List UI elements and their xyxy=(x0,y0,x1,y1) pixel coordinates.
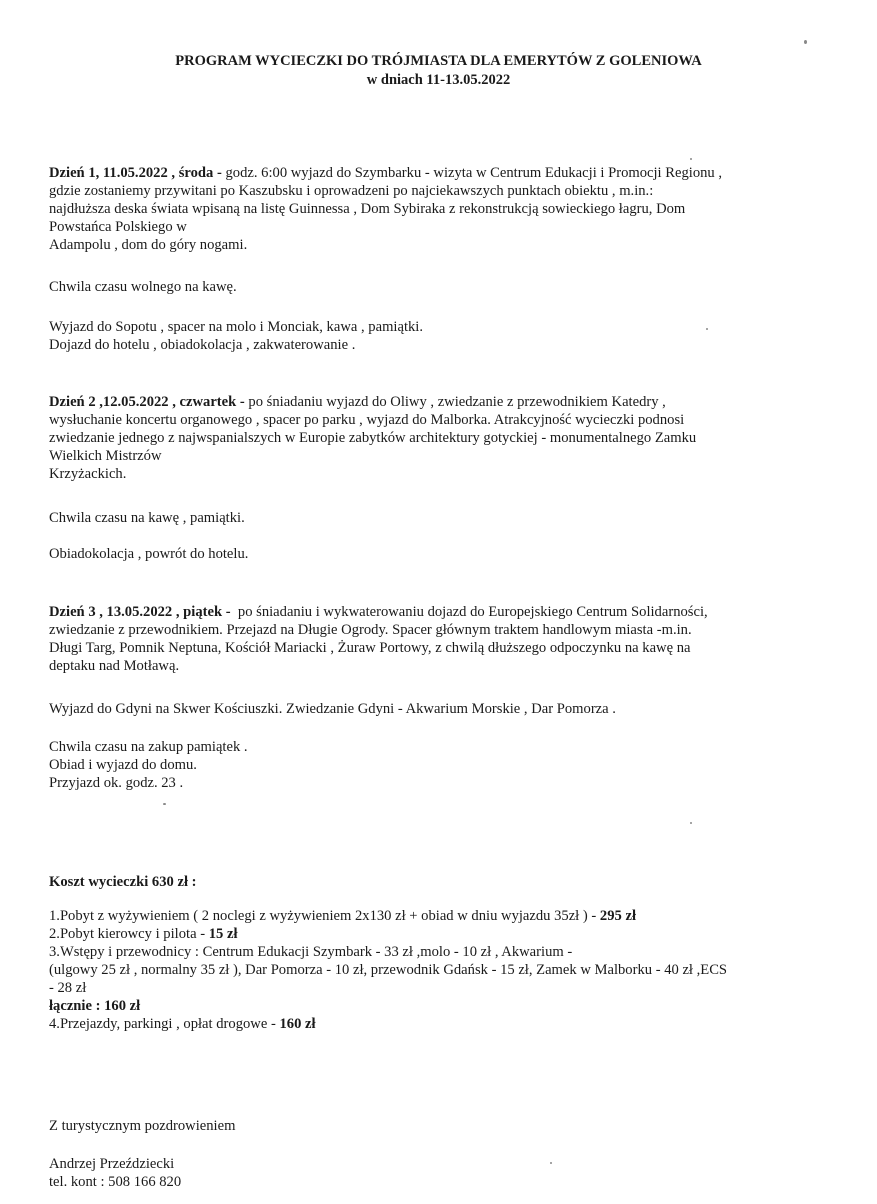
cost-item-2 xyxy=(49,925,839,943)
day2-line-1 xyxy=(49,393,839,411)
cost-item-4 xyxy=(49,1015,839,1033)
day2-line-5: Krzyżackich. xyxy=(49,466,127,482)
cost-item-1-text: 1.Pobyt z wyżywieniem ( 2 noclegi z wyżywieniem 2x130 zł + obiad w dniu wyjazdu 35zł ) - xyxy=(49,908,597,924)
day2-text-1: po śniadaniu wyjazd do Oliwy , zwiedzanie z przewodnikiem Katedry , xyxy=(248,394,666,410)
day1-line-5: Adampolu , dom do góry nogami. xyxy=(49,237,248,253)
signature-greeting: Z turystycznym pozdrowieniem xyxy=(49,1118,236,1134)
day3-line-3: Długi Targ, Pomnik Neptuna, Kościół Mariacki , Żuraw Portowy, z chwilą dłuższego odpoczynku na kawę na xyxy=(49,640,691,656)
signature-block xyxy=(49,1155,839,1191)
day2-heading: Dzień 2 ,12.05.2022 , czwartek - xyxy=(49,394,245,410)
day2-section xyxy=(49,393,839,483)
day3-line-2: zwiedzanie z przewodnikiem. Przejazd na Długie Ogrody. Spacer głównym traktem handlowym miasta -m.in. xyxy=(49,622,692,638)
cost-item-1-amount: 295 zł xyxy=(599,908,636,924)
day2-line-2: wysłuchanie koncertu organowego , spacer po parku , wyjazd do Malborka. Atrakcyjność wycieczki podnosi xyxy=(49,412,685,428)
cost-item-3-total xyxy=(49,997,839,1015)
cost-item-3-line-1: 3.Wstępy i przewodnicy : Centrum Edukacji Szymbark - 33 zł ,molo - 10 zł , Akwarium - xyxy=(49,944,573,960)
scan-speck xyxy=(804,40,807,44)
day3-line-1 xyxy=(49,603,839,621)
day3-final-line-3: Przyjazd ok. godz. 23 . xyxy=(49,775,184,791)
document-dates: w dniach 11-13.05.2022 xyxy=(366,72,511,88)
day1-afternoon-line-2: Dojazd do hotelu , obiadokolacja , zakwaterowanie . xyxy=(49,337,356,353)
day3-final xyxy=(49,738,839,792)
cost-item-3-line-3: - 28 zł xyxy=(49,980,87,996)
document-title: PROGRAM WYCIECZKI DO TRÓJMIASTA DLA EMERYTÓW Z GOLENIOWA xyxy=(175,53,702,69)
day3-text-1: po śniadaniu i wykwaterowaniu dojazd do Europejskiego Centrum Solidarności, xyxy=(237,604,708,620)
day2-line-4: Wielkich Mistrzów xyxy=(49,448,162,464)
day2-evening: Obiadokolacja , powrót do hotelu. xyxy=(49,546,249,562)
day3-final-line-2: Obiad i wyjazd do domu. xyxy=(49,757,197,773)
day2-break: Chwila czasu na kawę , pamiątki. xyxy=(49,510,245,526)
cost-item-4-amount: 160 zł xyxy=(279,1016,316,1032)
day1-line-4: Powstańca Polskiego w xyxy=(49,219,187,235)
day3-line-4: deptaku nad Motławą. xyxy=(49,658,180,674)
scan-speck xyxy=(550,1162,552,1164)
day1-afternoon xyxy=(49,318,839,354)
cost-heading xyxy=(49,873,839,891)
cost-item-4-text: 4.Przejazdy, parkingi , opłat drogowe - xyxy=(49,1016,276,1032)
day3-heading: Dzień 3 , 13.05.2022 , piątek - xyxy=(49,604,231,620)
signature-name: Andrzej Przeździecki xyxy=(49,1156,175,1172)
day1-afternoon-line-1: Wyjazd do Sopotu , spacer na molo i Monciak, kawa , pamiątki. xyxy=(49,319,424,335)
cost-item-2-amount: 15 zł xyxy=(208,926,238,942)
day1-text-1: godz. 6:00 wyjazd do Szymbarku - wizyta w Centrum Edukacji i Promocji Regionu , xyxy=(225,165,723,181)
cost-heading-text: Koszt wycieczki 630 zł : xyxy=(49,874,197,890)
day1-line-3: najdłuższa deska świata wpisaną na listę Guinnessa , Dom Sybiraka z rekonstrukcją sowieckiego łagru, Dom xyxy=(49,201,686,217)
day3-final-line-1: Chwila czasu na zakup pamiątek . xyxy=(49,739,248,755)
day3-gdynia: Wyjazd do Gdyni na Skwer Kościuszki. Zwiedzanie Gdyni - Akwarium Morskie , Dar Pomorza . xyxy=(49,701,616,717)
signature-phone: tel. kont : 508 166 820 xyxy=(49,1174,182,1190)
scan-speck xyxy=(690,822,692,824)
day1-break: Chwila czasu wolnego na kawę. xyxy=(49,279,237,295)
cost-item-2-text: 2.Pobyt kierowcy i pilota - xyxy=(49,926,206,942)
cost-item-1 xyxy=(49,907,839,925)
cost-item-3-line-2: (ulgowy 25 zł , normalny 35 zł ), Dar Pomorza - 10 zł, przewodnik Gdańsk - 15 zł, Zamek w Malborku - 40 zł ,ECS xyxy=(49,962,728,978)
day1-section xyxy=(49,164,839,254)
cost-items xyxy=(49,907,839,1033)
cost-item-3-total-text: łącznie : 160 zł xyxy=(49,998,141,1014)
day1-line-2: gdzie zostaniemy przywitani po Kaszubsku i oprowadzeni po najciekawszych punktach obiektu , m.in.: xyxy=(49,183,654,199)
day1-heading: Dzień 1, 11.05.2022 , środa - xyxy=(49,165,222,181)
scan-speck xyxy=(690,158,692,160)
day3-section xyxy=(49,603,839,675)
day1-line-1 xyxy=(49,164,839,182)
scan-speck xyxy=(706,328,708,330)
day2-line-3: zwiedzanie jednego z najwspanialszych w Europie zabytków architektury gotyckiej - monumentalnego Zamku xyxy=(49,430,697,446)
scan-speck xyxy=(163,803,166,805)
